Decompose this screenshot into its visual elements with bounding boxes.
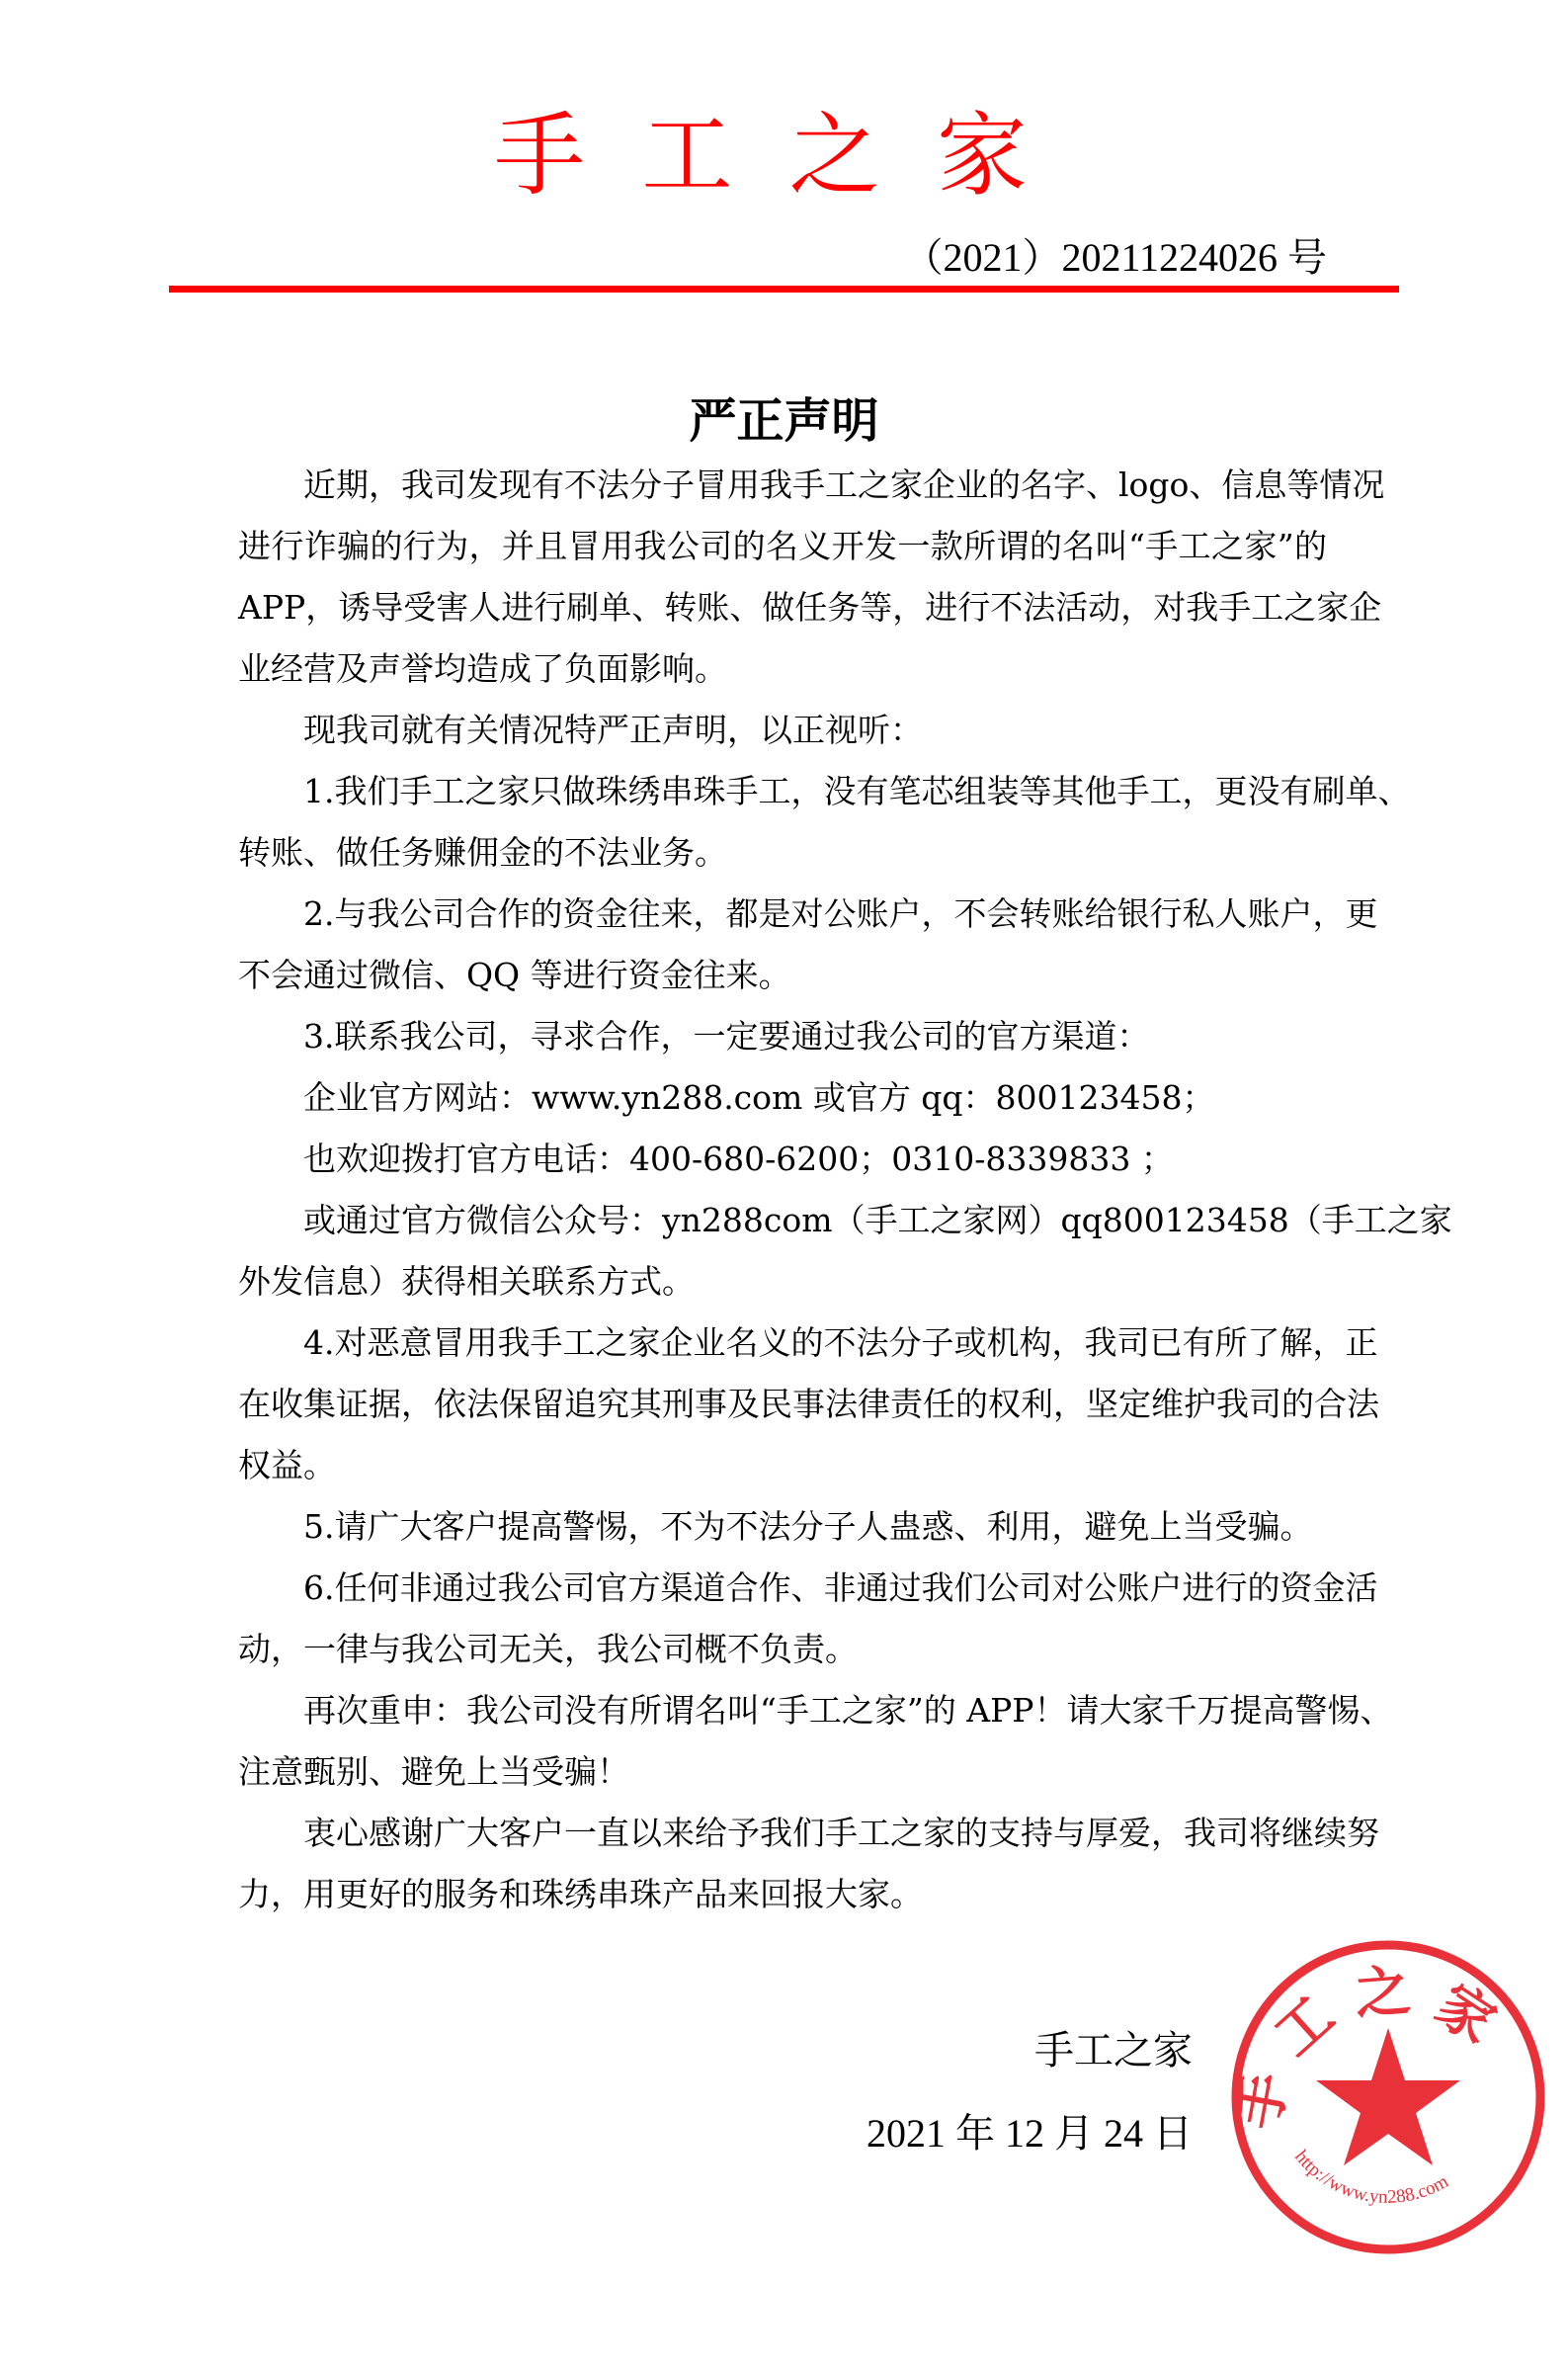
document-body: [238, 455, 1452, 1925]
header-divider: [169, 286, 1399, 293]
body-line: 外发信息）获得相关联系方式。: [238, 1262, 695, 1301]
signature-date: 2021 年 12 月 24 日: [867, 2111, 1193, 2156]
body-line: 权益。: [238, 1446, 336, 1484]
seal-top-text: 手 工 之 家: [1225, 1958, 1508, 2135]
body-line: 动，一律与我公司无关，我公司概不负责。: [238, 1630, 858, 1668]
body-line: 近期，我司发现有不法分子冒用我手工之家企业的名字、logo、信息等情况: [303, 465, 1385, 504]
body-line: 注意甄别、避免上当受骗！: [238, 1752, 629, 1791]
body-line: 在收集证据，依法保留追究其刑事及民事法律责任的权利，坚定维护我司的合法: [238, 1385, 1379, 1423]
letterhead-title: [494, 103, 1028, 209]
body-line: 也欢迎拨打官方电话：400-680-6200；0310-8339833 ；: [303, 1140, 1174, 1178]
body-line: APP，诱导受害人进行刷单、转账、做任务等，进行不法活动，对我手工之家企: [238, 588, 1382, 627]
body-line: 1.我们手工之家只做珠绣串珠手工，没有笔芯组装等其他手工，更没有刷单、: [303, 772, 1411, 810]
signature-company: 手工之家: [1034, 2028, 1193, 2073]
body-line: 业经营及声誉均造成了负面影响。: [238, 649, 727, 688]
body-line: 或通过官方微信公众号：yn288com（手工之家网）qq800123458（手工之家: [303, 1201, 1452, 1239]
body-line: 现我司就有关情况特严正声明，以正视听：: [303, 711, 923, 749]
letterhead-char: 之: [788, 103, 880, 209]
star-icon: [1316, 2028, 1460, 2165]
body-line: 4.对恶意冒用我手工之家企业名义的不法分子或机构，我司已有所了解，正: [303, 1323, 1378, 1362]
body-line: 进行诈骗的行为，并且冒用我公司的名义开发一款所谓的名叫“手工之家”的: [238, 527, 1327, 565]
body-line: 力，用更好的服务和珠绣串珠产品来回报大家。: [238, 1875, 923, 1913]
body-line: 企业官方网站：www.yn288.com 或官方 qq：800123458；: [303, 1078, 1215, 1117]
company-seal: [1225, 1934, 1551, 2260]
body-line: 转账、做任务赚佣金的不法业务。: [238, 833, 727, 872]
body-line: 不会通过微信、QQ 等进行资金往来。: [238, 956, 791, 994]
letterhead-char: 家: [936, 103, 1028, 209]
letterhead-char: 工: [641, 103, 733, 209]
body-line: 5.请广大客户提高警惕，不为不法分子人蛊惑、利用，避免上当受骗。: [303, 1507, 1313, 1546]
body-line: 6.任何非通过我公司官方渠道合作、非通过我们公司对公账户进行的资金活: [303, 1568, 1378, 1607]
document-heading: 严正声明: [689, 393, 879, 449]
body-line: 3.联系我公司，寻求合作，一定要通过我公司的官方渠道：: [303, 1017, 1150, 1056]
body-line: 衷心感谢广大客户一直以来给予我们手工之家的支持与厚爱，我司将继续努: [303, 1814, 1379, 1852]
document-number: （2021）20211224026 号: [903, 235, 1327, 280]
seal-bottom-text: http://www.yn288.com: [1290, 2146, 1452, 2208]
body-line: 2.与我公司合作的资金往来，都是对公账户，不会转账给银行私人账户，更: [303, 894, 1378, 933]
body-line: 再次重申：我公司没有所谓名叫“手工之家”的 APP！请大家千万提高警惕、: [303, 1691, 1393, 1730]
letterhead-char: 手: [494, 103, 586, 209]
